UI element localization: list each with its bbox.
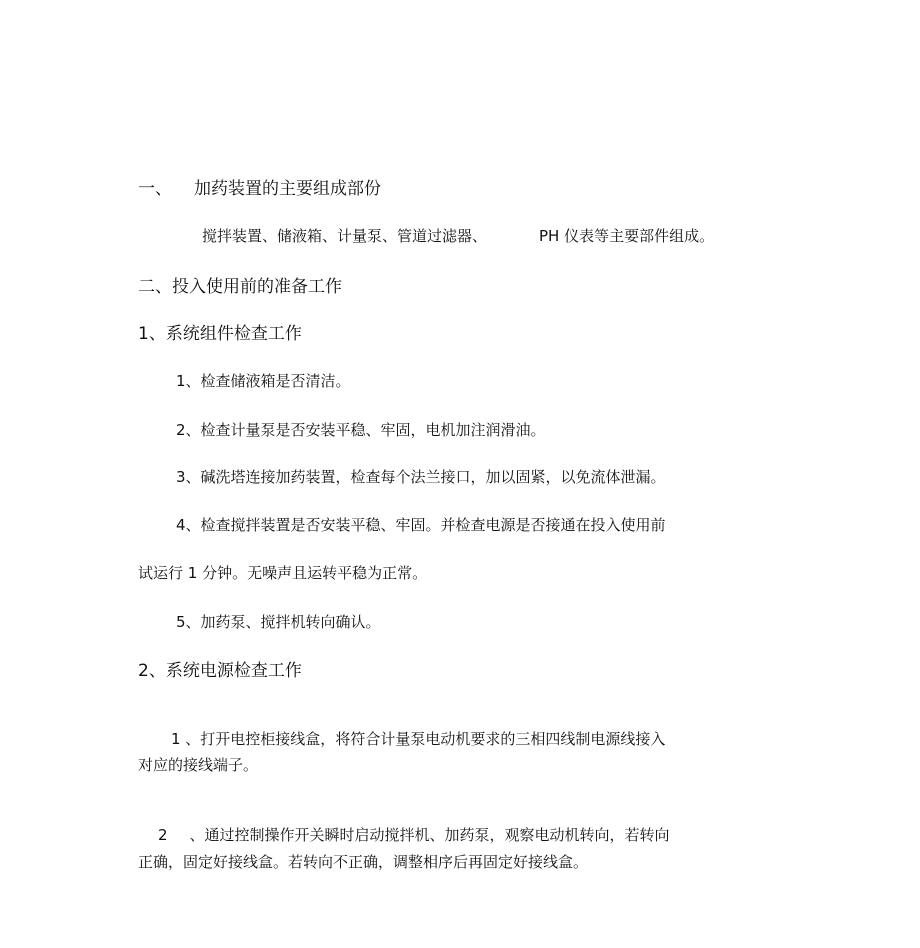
list-item-text: 、通过控制操作开关瞬时启动搅拌机、加药泵，观察电动机转向，若转向	[189, 826, 670, 844]
list-item-number: 2	[158, 826, 168, 844]
list-item-continuation: 对应的接线端子。	[138, 756, 259, 774]
subsection-1-heading: 1、系统组件检查工作	[138, 324, 302, 344]
list-item: 1 、打开电控柜接线盒，将符合计量泵电动机要求的三相四线制电源线接入	[171, 730, 666, 748]
section-1-body	[202, 229, 714, 244]
section-1-body-part2: PH 仪表等主要部件组成。	[539, 227, 715, 245]
list-item-continuation: 正确，固定好接线盒。若转向不正确，调整相序后再固定好接线盒。	[138, 853, 589, 871]
list-item: 3、碱洗塔连接加药装置，检查每个法兰接口，加以固紧，以免流体泄漏。	[176, 468, 666, 486]
list-item: 1、检查储液箱是否清洁。	[176, 372, 351, 390]
list-item: 2、检查计量泵是否安装平稳、牢固，电机加注润滑油。	[176, 421, 546, 439]
section-1-title: 加药装置的主要组成部份	[194, 179, 381, 199]
section-1-number: 一、	[138, 179, 172, 199]
list-item: 5、加药泵、搅拌机转向确认。	[176, 613, 381, 631]
section-1-body-part1: 搅拌装置、储液箱、计量泵、管道过滤器、	[202, 227, 488, 245]
section-2-heading: 二、投入使用前的准备工作	[138, 277, 342, 297]
list-item: 4、检查搅拌装置是否安装平稳、牢固。并检查电源是否接通在投入使用前	[176, 516, 666, 534]
subsection-2-heading: 2、系统电源检查工作	[138, 661, 302, 681]
section-1-heading	[138, 181, 381, 198]
list-item	[158, 828, 670, 843]
list-item-continuation: 试运行 1 分钟。无噪声且运转平稳为正常。	[138, 564, 428, 582]
